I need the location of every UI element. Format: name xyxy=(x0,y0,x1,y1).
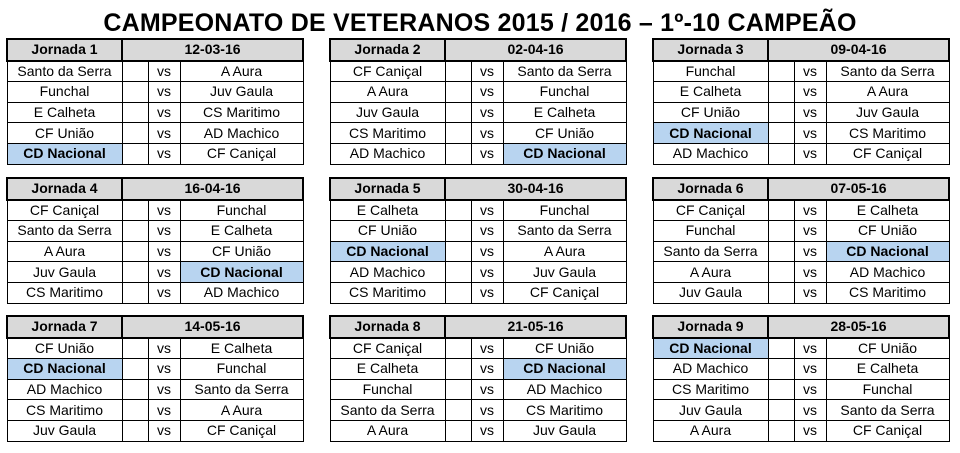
away-team: Juv Gaula xyxy=(826,102,949,123)
score-cell xyxy=(768,338,794,359)
jornada-label: Jornada 8 xyxy=(330,316,445,338)
home-team: E Calheta xyxy=(7,102,122,123)
jornada-date: 02-04-16 xyxy=(445,39,626,61)
home-team: CF União xyxy=(653,102,768,123)
jornada-header xyxy=(653,316,949,338)
away-team: Juv Gaula xyxy=(180,82,303,103)
home-team: Juv Gaula xyxy=(653,282,768,303)
home-team: CD Nacional xyxy=(330,241,445,262)
away-team: E Calheta xyxy=(826,200,949,221)
jornada-header xyxy=(330,39,626,61)
score-cell xyxy=(122,420,148,441)
match-row xyxy=(7,262,303,283)
away-team: Funchal xyxy=(503,82,626,103)
home-team: A Aura xyxy=(7,241,122,262)
match-row xyxy=(330,102,626,123)
score-cell xyxy=(768,102,794,123)
match-row xyxy=(330,143,626,164)
fixture-table xyxy=(652,177,950,304)
score-cell xyxy=(768,359,794,380)
fixture-table xyxy=(652,38,950,165)
match-row xyxy=(7,123,303,144)
vs-label: vs xyxy=(794,241,826,262)
home-team: AD Machico xyxy=(653,359,768,380)
home-team: CD Nacional xyxy=(7,359,122,380)
score-cell xyxy=(122,379,148,400)
jornada-header xyxy=(7,316,303,338)
away-team: E Calheta xyxy=(180,338,303,359)
home-team: CF Caniçal xyxy=(7,200,122,221)
away-team: CD Nacional xyxy=(503,359,626,380)
vs-label: vs xyxy=(148,102,180,123)
vs-label: vs xyxy=(471,241,503,262)
score-cell xyxy=(122,359,148,380)
jornada-header xyxy=(330,178,626,200)
away-team: CD Nacional xyxy=(503,143,626,164)
jornada-3 xyxy=(652,38,948,165)
match-row xyxy=(653,102,949,123)
jornada-4 xyxy=(6,177,302,304)
away-team: CD Nacional xyxy=(826,241,949,262)
home-team: Santo da Serra xyxy=(7,61,122,82)
score-cell xyxy=(445,379,471,400)
home-team: Funchal xyxy=(653,61,768,82)
vs-label: vs xyxy=(148,400,180,421)
vs-label: vs xyxy=(471,200,503,221)
home-team: Juv Gaula xyxy=(7,420,122,441)
home-team: CD Nacional xyxy=(653,123,768,144)
match-row xyxy=(7,379,303,400)
score-cell xyxy=(445,82,471,103)
score-cell xyxy=(768,61,794,82)
home-team: E Calheta xyxy=(330,200,445,221)
away-team: Santo da Serra xyxy=(180,379,303,400)
match-row xyxy=(7,241,303,262)
jornada-label: Jornada 4 xyxy=(7,178,122,200)
score-cell xyxy=(768,221,794,242)
jornada-label: Jornada 5 xyxy=(330,178,445,200)
vs-label: vs xyxy=(148,200,180,221)
match-row xyxy=(653,221,949,242)
score-cell xyxy=(445,200,471,221)
score-cell xyxy=(768,241,794,262)
score-cell xyxy=(122,221,148,242)
vs-label: vs xyxy=(148,123,180,144)
fixture-table xyxy=(6,38,304,165)
jornada-1 xyxy=(6,38,302,165)
jornada-label: Jornada 7 xyxy=(7,316,122,338)
home-team: Santo da Serra xyxy=(330,400,445,421)
home-team: CF União xyxy=(7,338,122,359)
match-row xyxy=(653,82,949,103)
away-team: CS Maritimo xyxy=(826,123,949,144)
home-team: A Aura xyxy=(653,420,768,441)
score-cell xyxy=(768,143,794,164)
fixture-table xyxy=(329,38,627,165)
score-cell xyxy=(445,61,471,82)
score-cell xyxy=(768,400,794,421)
vs-label: vs xyxy=(794,420,826,441)
jornada-label: Jornada 2 xyxy=(330,39,445,61)
away-team: E Calheta xyxy=(826,359,949,380)
away-team: CF União xyxy=(503,338,626,359)
away-team: AD Machico xyxy=(826,262,949,283)
match-row xyxy=(653,420,949,441)
match-row xyxy=(7,359,303,380)
away-team: CS Maritimo xyxy=(503,400,626,421)
score-cell xyxy=(445,338,471,359)
score-cell xyxy=(445,123,471,144)
home-team: CS Maritimo xyxy=(653,379,768,400)
match-row xyxy=(7,338,303,359)
vs-label: vs xyxy=(148,359,180,380)
match-row xyxy=(330,338,626,359)
match-row xyxy=(7,82,303,103)
match-row xyxy=(653,400,949,421)
home-team: CF União xyxy=(330,221,445,242)
match-row xyxy=(330,82,626,103)
jornada-date: 07-05-16 xyxy=(768,178,949,200)
vs-label: vs xyxy=(794,123,826,144)
vs-label: vs xyxy=(794,338,826,359)
score-cell xyxy=(122,143,148,164)
away-team: A Aura xyxy=(180,61,303,82)
home-team: AD Machico xyxy=(330,262,445,283)
jornada-6 xyxy=(652,177,948,304)
match-row xyxy=(7,282,303,303)
match-row xyxy=(330,61,626,82)
match-row xyxy=(330,282,626,303)
score-cell xyxy=(768,420,794,441)
match-row xyxy=(330,379,626,400)
home-team: CS Maritimo xyxy=(7,400,122,421)
vs-label: vs xyxy=(794,82,826,103)
home-team: A Aura xyxy=(330,82,445,103)
score-cell xyxy=(122,123,148,144)
away-team: Funchal xyxy=(503,200,626,221)
vs-label: vs xyxy=(794,221,826,242)
away-team: A Aura xyxy=(826,82,949,103)
fixture-table xyxy=(329,315,627,442)
vs-label: vs xyxy=(471,420,503,441)
fixture-table xyxy=(6,315,304,442)
home-team: A Aura xyxy=(330,420,445,441)
match-row xyxy=(653,61,949,82)
score-cell xyxy=(445,420,471,441)
match-row xyxy=(653,200,949,221)
match-row xyxy=(7,200,303,221)
vs-label: vs xyxy=(794,262,826,283)
away-team: Funchal xyxy=(180,200,303,221)
away-team: CF Caniçal xyxy=(826,143,949,164)
score-cell xyxy=(445,241,471,262)
vs-label: vs xyxy=(794,102,826,123)
vs-label: vs xyxy=(471,61,503,82)
score-cell xyxy=(445,143,471,164)
jornada-9 xyxy=(652,315,948,442)
home-team: Funchal xyxy=(7,82,122,103)
vs-label: vs xyxy=(794,61,826,82)
vs-label: vs xyxy=(471,221,503,242)
jornada-2 xyxy=(329,38,625,165)
score-cell xyxy=(768,200,794,221)
score-cell xyxy=(122,282,148,303)
home-team: E Calheta xyxy=(653,82,768,103)
match-row xyxy=(653,338,949,359)
home-team: CF Caniçal xyxy=(330,338,445,359)
match-row xyxy=(653,123,949,144)
score-cell xyxy=(445,262,471,283)
home-team: Santo da Serra xyxy=(7,221,122,242)
away-team: A Aura xyxy=(503,241,626,262)
away-team: Santo da Serra xyxy=(826,61,949,82)
vs-label: vs xyxy=(471,282,503,303)
match-row xyxy=(330,221,626,242)
score-cell xyxy=(122,338,148,359)
match-row xyxy=(653,379,949,400)
home-team: Funchal xyxy=(330,379,445,400)
score-cell xyxy=(122,262,148,283)
match-row xyxy=(7,420,303,441)
match-row xyxy=(330,200,626,221)
fixture-table xyxy=(6,177,304,304)
jornada-date: 21-05-16 xyxy=(445,316,626,338)
away-team: Juv Gaula xyxy=(503,420,626,441)
away-team: CF União xyxy=(503,123,626,144)
match-row xyxy=(7,61,303,82)
away-team: AD Machico xyxy=(503,379,626,400)
away-team: CF União xyxy=(180,241,303,262)
away-team: A Aura xyxy=(180,400,303,421)
vs-label: vs xyxy=(471,262,503,283)
score-cell xyxy=(122,241,148,262)
vs-label: vs xyxy=(471,338,503,359)
vs-label: vs xyxy=(794,282,826,303)
home-team: Funchal xyxy=(653,221,768,242)
away-team: AD Machico xyxy=(180,282,303,303)
home-team: Juv Gaula xyxy=(7,262,122,283)
home-team: CD Nacional xyxy=(7,143,122,164)
away-team: CF Caniçal xyxy=(180,143,303,164)
home-team: Santo da Serra xyxy=(653,241,768,262)
jornada-label: Jornada 3 xyxy=(653,39,768,61)
away-team: CS Maritimo xyxy=(826,282,949,303)
vs-label: vs xyxy=(148,82,180,103)
score-cell xyxy=(445,282,471,303)
match-row xyxy=(653,262,949,283)
match-row xyxy=(7,221,303,242)
home-team: AD Machico xyxy=(7,379,122,400)
jornada-header xyxy=(7,178,303,200)
vs-label: vs xyxy=(148,420,180,441)
jornada-header xyxy=(653,178,949,200)
home-team: CF Caniçal xyxy=(653,200,768,221)
score-cell xyxy=(445,221,471,242)
away-team: Funchal xyxy=(180,359,303,380)
home-team: AD Machico xyxy=(653,143,768,164)
match-row xyxy=(653,241,949,262)
jornada-date: 09-04-16 xyxy=(768,39,949,61)
vs-label: vs xyxy=(794,400,826,421)
vs-label: vs xyxy=(794,379,826,400)
vs-label: vs xyxy=(471,123,503,144)
match-row xyxy=(330,241,626,262)
match-row xyxy=(7,400,303,421)
score-cell xyxy=(768,282,794,303)
vs-label: vs xyxy=(794,143,826,164)
jornada-date: 30-04-16 xyxy=(445,178,626,200)
jornada-date: 16-04-16 xyxy=(122,178,303,200)
vs-label: vs xyxy=(148,338,180,359)
home-team: CF Caniçal xyxy=(330,61,445,82)
match-row xyxy=(330,420,626,441)
jornada-label: Jornada 1 xyxy=(7,39,122,61)
vs-label: vs xyxy=(471,400,503,421)
vs-label: vs xyxy=(148,61,180,82)
score-cell xyxy=(445,102,471,123)
match-row xyxy=(7,143,303,164)
home-team: A Aura xyxy=(653,262,768,283)
home-team: Juv Gaula xyxy=(653,400,768,421)
home-team: CF União xyxy=(7,123,122,144)
vs-label: vs xyxy=(148,282,180,303)
away-team: CF União xyxy=(826,221,949,242)
away-team: CS Maritimo xyxy=(180,102,303,123)
away-team: CD Nacional xyxy=(180,262,303,283)
away-team: CF União xyxy=(826,338,949,359)
away-team: Santo da Serra xyxy=(503,221,626,242)
jornada-label: Jornada 9 xyxy=(653,316,768,338)
away-team: CF Caniçal xyxy=(503,282,626,303)
away-team: Santo da Serra xyxy=(826,400,949,421)
jornada-header xyxy=(653,39,949,61)
vs-label: vs xyxy=(794,200,826,221)
score-cell xyxy=(122,200,148,221)
vs-label: vs xyxy=(471,379,503,400)
jornada-date: 14-05-16 xyxy=(122,316,303,338)
vs-label: vs xyxy=(148,221,180,242)
vs-label: vs xyxy=(148,379,180,400)
match-row xyxy=(330,262,626,283)
home-team: CS Maritimo xyxy=(330,123,445,144)
score-cell xyxy=(445,400,471,421)
home-team: AD Machico xyxy=(330,143,445,164)
score-cell xyxy=(768,82,794,103)
home-team: CS Maritimo xyxy=(330,282,445,303)
home-team: CS Maritimo xyxy=(7,282,122,303)
jornada-5 xyxy=(329,177,625,304)
match-row xyxy=(7,102,303,123)
home-team: E Calheta xyxy=(330,359,445,380)
away-team: CF Caniçal xyxy=(826,420,949,441)
vs-label: vs xyxy=(471,102,503,123)
vs-label: vs xyxy=(148,143,180,164)
away-team: E Calheta xyxy=(503,102,626,123)
score-cell xyxy=(122,102,148,123)
vs-label: vs xyxy=(148,241,180,262)
vs-label: vs xyxy=(471,359,503,380)
jornada-header xyxy=(7,39,303,61)
away-team: AD Machico xyxy=(180,123,303,144)
jornada-7 xyxy=(6,315,302,442)
match-row xyxy=(653,359,949,380)
score-cell xyxy=(122,61,148,82)
jornadas-grid xyxy=(6,38,948,448)
fixture-table xyxy=(329,177,627,304)
vs-label: vs xyxy=(471,82,503,103)
fixture-table xyxy=(652,315,950,442)
jornada-header xyxy=(330,316,626,338)
home-team: Juv Gaula xyxy=(330,102,445,123)
match-row xyxy=(653,143,949,164)
home-team: CD Nacional xyxy=(653,338,768,359)
match-row xyxy=(330,400,626,421)
vs-label: vs xyxy=(794,359,826,380)
score-cell xyxy=(768,262,794,283)
score-cell xyxy=(445,359,471,380)
jornada-label: Jornada 6 xyxy=(653,178,768,200)
jornada-date: 12-03-16 xyxy=(122,39,303,61)
away-team: Juv Gaula xyxy=(503,262,626,283)
away-team: E Calheta xyxy=(180,221,303,242)
score-cell xyxy=(768,379,794,400)
jornada-8 xyxy=(329,315,625,442)
vs-label: vs xyxy=(471,143,503,164)
page-title: CAMPEONATO DE VETERANOS 2015 / 2016 – 1º-10 CAMPEÃO xyxy=(103,9,857,37)
score-cell xyxy=(768,123,794,144)
match-row xyxy=(653,282,949,303)
away-team: Funchal xyxy=(826,379,949,400)
away-team: Santo da Serra xyxy=(503,61,626,82)
away-team: CF Caniçal xyxy=(180,420,303,441)
match-row xyxy=(330,123,626,144)
jornada-date: 28-05-16 xyxy=(768,316,949,338)
score-cell xyxy=(122,82,148,103)
match-row xyxy=(330,359,626,380)
vs-label: vs xyxy=(148,262,180,283)
score-cell xyxy=(122,400,148,421)
